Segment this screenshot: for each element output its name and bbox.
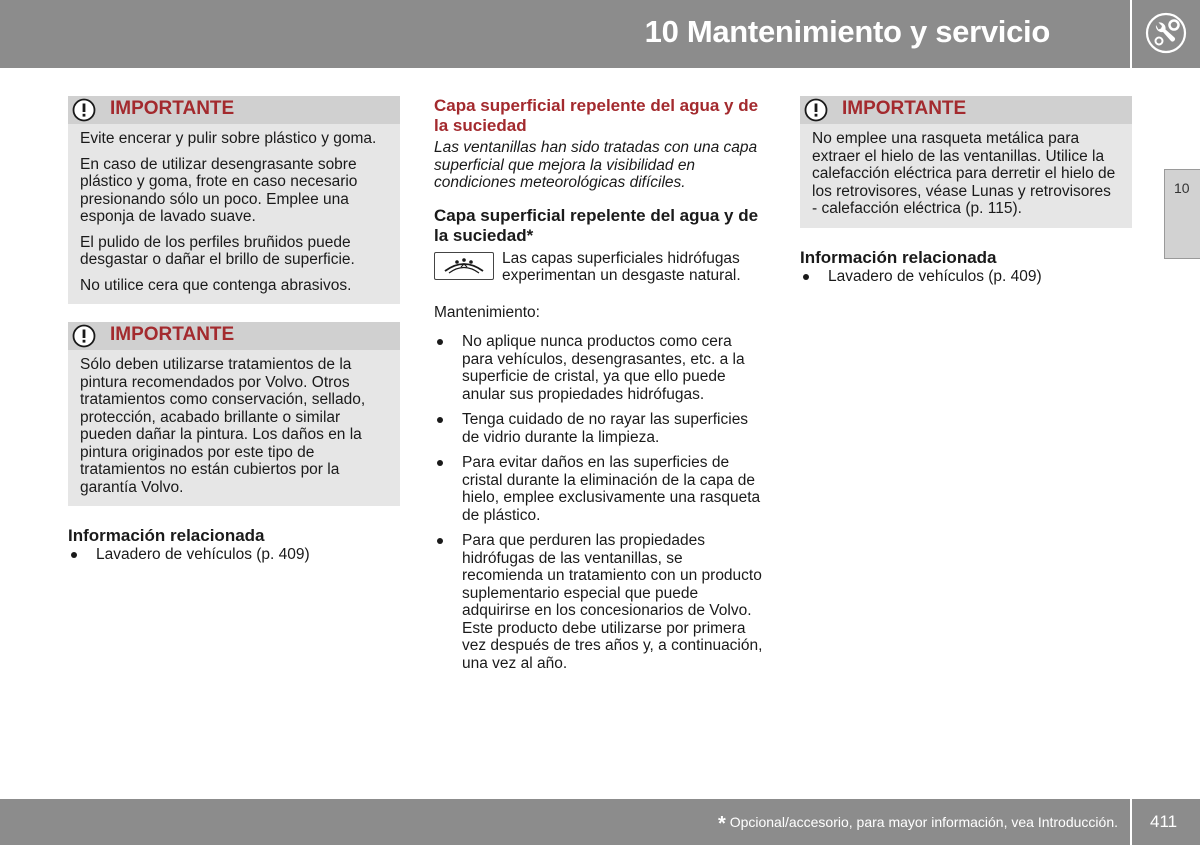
important-box-3	[800, 96, 1132, 228]
water-repellent-glass-icon	[434, 252, 494, 280]
important-label: IMPORTANTE	[110, 324, 235, 345]
paragraph: En caso de utilizar desengrasante sobre plástico y goma, frote en caso necesario presionando sólo un poco. Emplee una esponja de lavado suave.	[80, 155, 358, 225]
paragraph: El pulido de los perfiles bruñidos puede desgastar o dañar el brillo de superficie.	[80, 233, 355, 268]
related-info-list	[800, 268, 1132, 286]
wrench-gear-icon	[1145, 12, 1187, 54]
column-left	[68, 96, 400, 564]
page-header	[0, 0, 1130, 68]
column-middle	[434, 96, 766, 680]
page-number-box	[1132, 799, 1200, 845]
symbol-row	[434, 250, 766, 290]
paragraph: Evite encerar y pulir sobre plástico y goma.	[80, 130, 377, 147]
subsection-heading: Capa superficial repelente del agua y de la suciedad*	[434, 205, 759, 245]
page-number: 411	[1150, 812, 1178, 831]
important-box-body	[68, 124, 400, 304]
warning-icon	[804, 98, 828, 122]
related-info-heading: Información relacionada	[800, 247, 997, 267]
footnote	[718, 813, 1118, 836]
footnote-star: *	[718, 813, 726, 835]
important-label: IMPORTANTE	[110, 98, 235, 119]
important-box-header	[800, 96, 1132, 124]
list-item: Para evitar daños en las superficies de cristal durante la eliminación de la capa de hielo, emplee exclusivamente una rasqueta de plástico.	[434, 454, 766, 524]
important-box-header	[68, 96, 400, 124]
important-box-2	[68, 322, 400, 506]
chapter-title: 10 Mantenimiento y servicio	[644, 14, 1050, 49]
list-item: No aplique nunca productos como cera para vehículos, desengrasantes, etc. a la superficie de cristal, ya que ello puede anular sus propiedades hidrófugas.	[434, 333, 766, 403]
maintenance-label: Mantenimiento:	[434, 303, 540, 321]
chapter-tab-label: 10	[1174, 180, 1190, 196]
related-info-list	[68, 546, 400, 564]
section-intro: Las ventanillas han sido tratadas con una capa superficial que mejora la visibilidad en condiciones meteorológicas difíciles.	[434, 139, 758, 191]
related-link[interactable]: Lavadero de vehículos (p. 409)	[68, 546, 400, 564]
symbol-text: Las capas superficiales hidrófugas experimentan un desgaste natural.	[502, 249, 741, 284]
important-box-1	[68, 96, 400, 304]
warning-icon	[72, 98, 96, 122]
column-right	[800, 96, 1132, 285]
important-box-body	[800, 124, 1132, 228]
maintenance-list	[434, 333, 766, 672]
related-link[interactable]: Lavadero de vehículos (p. 409)	[800, 268, 1132, 286]
warning-icon	[72, 324, 96, 348]
important-box-header	[68, 322, 400, 350]
paragraph: No utilice cera que contenga abrasivos.	[80, 276, 352, 294]
section-heading: Capa superficial repelente del agua y de la suciedad	[434, 96, 759, 135]
header-icon-box	[1132, 0, 1200, 68]
list-item: Tenga cuidado de no rayar las superficies de vidrio durante la limpieza.	[434, 411, 766, 446]
page-footer	[0, 799, 1130, 845]
list-item: Para que perduren las propiedades hidrófugas de las ventanillas, se recomienda un tratamiento con un producto suplementario especial que puede adquirirse en los concesionarios de Volvo. Este producto debe utilizarse por primera vez después de tres años y, a continuación, una vez al año.	[434, 532, 766, 672]
important-label: IMPORTANTE	[842, 98, 967, 119]
important-box-body	[68, 350, 400, 506]
paragraph: No emplee una rasqueta metálica para extraer el hielo de las ventanillas. Utilice la calefacción eléctrica para derretir el hielo de los retrovisores, véase Lunas y retrovisores - calefacción eléctrica (p. 115).	[812, 130, 1116, 217]
paragraph: Sólo deben utilizarse tratamientos de la pintura recomendados por Volvo. Otros tratamientos como conservación, sellado, protección, acabado brillante o similar pueden dañar la pintura. Los daños en la pintura originados por este tipo de tratamientos no están cubiertos por la garantía Volvo.	[80, 356, 366, 496]
chapter-tab[interactable]	[1164, 169, 1200, 259]
footnote-text: Opcional/accesorio, para mayor información, vea Introducción.	[729, 814, 1118, 830]
related-info-heading: Información relacionada	[68, 526, 265, 545]
